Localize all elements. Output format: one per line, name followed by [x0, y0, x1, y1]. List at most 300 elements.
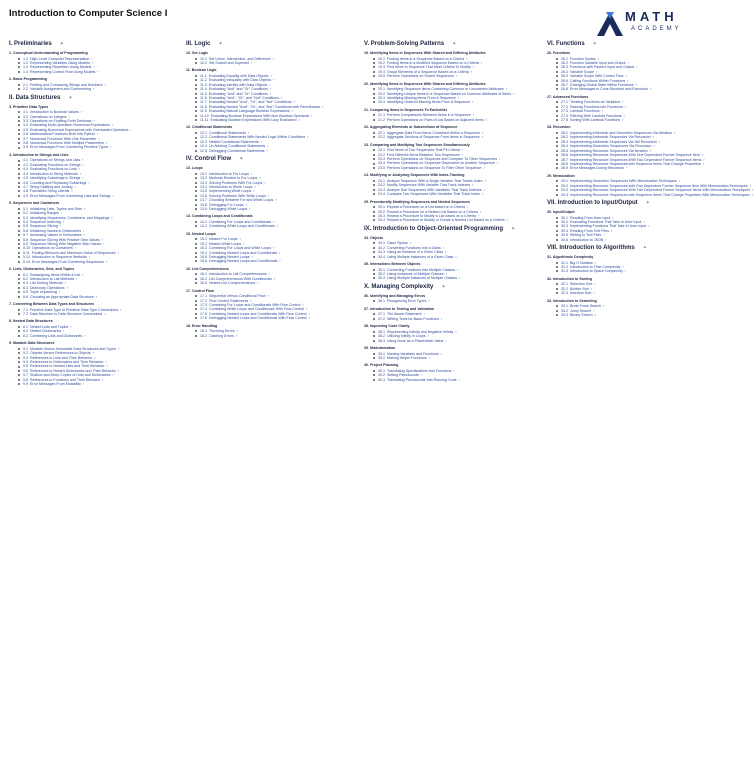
chevron-right-icon: › [105, 259, 108, 264]
lesson-link[interactable] [373, 100, 540, 104]
bullet-icon [373, 219, 375, 221]
chevron-right-icon: › [68, 114, 70, 119]
lesson-title: Perform Comparisons Between Items in a Sequence [387, 113, 471, 118]
chevron-right-icon: › [594, 313, 596, 317]
bullet-icon [373, 357, 375, 359]
chevron-right-icon: › [298, 118, 300, 123]
bullet-icon [18, 142, 20, 144]
bullet-icon [556, 145, 558, 147]
chevron-right-icon: › [264, 180, 266, 185]
unit-title: 16. List Comprehensions [186, 266, 229, 271]
chevron-right-icon: › [260, 139, 262, 144]
chevron-right-icon: › [635, 83, 637, 88]
lesson-number: 19.3 [378, 65, 385, 70]
chevron-right-icon: › [593, 308, 595, 313]
bullet-icon [373, 374, 375, 376]
lesson-title: High-Level Computer Representation [30, 56, 90, 61]
lesson-number: 5.12 [23, 255, 30, 260]
lesson-title: Finding Items in a Modified Sequence Based on a Criteria [387, 61, 479, 65]
bullet-icon [195, 62, 197, 64]
lesson-number: 26.8 [561, 87, 568, 92]
bullet-icon [18, 190, 20, 192]
bullet-icon [373, 370, 375, 372]
lesson-title: Analyze Sequence With a Single Variable That Tracks Index [387, 178, 483, 183]
sparkle-icon: ✦ [592, 41, 597, 47]
lesson-title: Identifying Ordered Missing Items From A Sequence [387, 100, 471, 105]
lesson-number: 13.6 [200, 193, 207, 198]
lesson-number: 29.4 [561, 192, 568, 197]
chevron-right-icon: › [622, 264, 624, 269]
unit [186, 289, 362, 321]
chevron-right-icon: › [83, 233, 85, 238]
lesson-number: 30.4 [561, 228, 568, 233]
chevron-right-icon: › [596, 69, 598, 74]
unit-title: 2. Basic Programming [9, 77, 47, 82]
lesson-number: 33.2 [561, 308, 568, 313]
chevron-right-icon: › [499, 157, 501, 162]
bullet-icon [18, 138, 20, 140]
lesson-title: Debugging For Loops [209, 202, 244, 207]
bullet-icon [18, 225, 20, 227]
chevron-right-icon: › [268, 272, 270, 277]
lesson-title: Sequence Slicing [30, 224, 58, 229]
chevron-right-icon: › [702, 161, 705, 166]
lesson-link[interactable] [18, 87, 185, 91]
unit-title: 39. Modularization [364, 345, 396, 350]
chevron-right-icon: › [658, 139, 661, 144]
lesson-number: 17.2 [200, 298, 207, 303]
chevron-right-icon: › [279, 250, 281, 255]
lesson-number: 1.3 [23, 65, 28, 70]
lesson-number: 22.2 [378, 135, 385, 140]
bullet-icon [18, 352, 20, 354]
chevron-right-icon: › [455, 74, 458, 79]
part-heading [547, 41, 717, 47]
lesson-link[interactable] [373, 299, 540, 303]
lesson-title: Implementing Geometric Sequences With Memoization Techniques [570, 179, 677, 184]
lesson-link[interactable] [373, 255, 540, 259]
bullet-icon [18, 370, 20, 372]
bullet-icon [556, 230, 558, 232]
bullet-icon [373, 101, 375, 103]
chevron-right-icon: › [112, 193, 114, 198]
bullet-icon [373, 75, 375, 77]
unit-title: 29. Memoization [547, 173, 575, 178]
unit-title: 18. Error Handling [186, 323, 218, 328]
lesson-link[interactable] [556, 166, 717, 170]
chevron-right-icon: › [506, 218, 508, 223]
lesson-number: 4.1 [23, 158, 28, 163]
bullet-icon [373, 119, 375, 121]
lesson-link[interactable] [556, 87, 717, 91]
unit [364, 363, 540, 382]
lesson-title: Un-Nesting Conditional Statements [209, 144, 266, 149]
lesson-link[interactable] [195, 207, 362, 211]
page-title: Introduction to Computer Science I [9, 8, 168, 19]
lesson-number: 24.1 [378, 178, 385, 183]
lesson-title: Error Messages From Combining Primitive Types [30, 145, 109, 150]
unit-title: 14. Combining Loops and Conditionals [186, 214, 253, 219]
unit-title: 38. Improving Code Clarity [364, 324, 410, 329]
lesson-number: 8.3 [23, 333, 28, 338]
lesson-title: Implementing Recursive Sequences with Sequence Items That Change Properties [570, 161, 701, 166]
unit-title: 13. Loops [186, 166, 203, 171]
lesson-link[interactable] [195, 259, 362, 263]
unit-title: 19. Identifying Items in Sequences With Shared and Differing Attributes [364, 51, 486, 55]
chevron-right-icon: › [622, 118, 624, 123]
unit [364, 173, 540, 196]
lesson-number: 3.1 [23, 110, 28, 115]
lesson-link[interactable] [373, 339, 540, 343]
bullet-icon [373, 340, 375, 342]
lesson-link[interactable] [195, 316, 362, 320]
lesson-number: 3.8 [23, 141, 28, 146]
unit [9, 105, 185, 150]
bullet-icon [373, 313, 375, 315]
chevron-right-icon: › [605, 237, 607, 242]
lesson-title: Repeat a Procedure to Modify or Create a Nested List Based on a Criteria [387, 218, 505, 223]
lesson-title: Evaluating Nested "And", "Or", and "Not" Conditions with Parentheses [208, 104, 321, 109]
chevron-right-icon: › [111, 215, 113, 220]
bullet-icon [373, 88, 375, 90]
lesson-number: 11.1 [200, 74, 207, 78]
lesson-title: Bubble Sort [570, 286, 589, 291]
chevron-right-icon: › [250, 171, 253, 176]
lesson-link[interactable] [18, 260, 185, 264]
bullet-icon [18, 71, 20, 73]
lesson-title: Sorting With Lambda Functions [570, 118, 621, 123]
unit [186, 232, 362, 264]
logo-word-academy: ACADEMY [631, 26, 682, 32]
chevron-right-icon: › [82, 158, 84, 163]
lesson-link[interactable] [18, 382, 185, 386]
bullet-icon [18, 256, 20, 258]
lesson-number: 32.2 [561, 286, 568, 291]
bullet-icon [195, 182, 197, 184]
bullet-icon [18, 239, 20, 241]
lesson-number: 6.4 [23, 285, 28, 290]
unit-title: 33. Introduction to Searching [547, 298, 597, 303]
lesson-number: 28.7 [561, 157, 568, 162]
lesson-link[interactable] [18, 145, 185, 149]
unit-title: 27. Advanced Functions [547, 94, 589, 99]
lesson-number: 23.4 [378, 161, 385, 166]
lesson-link[interactable] [18, 70, 185, 74]
chevron-right-icon: › [459, 276, 461, 281]
lesson-title: Using Instances of Multiple Classes [387, 271, 444, 276]
bullet-icon [18, 164, 20, 166]
chevron-right-icon: › [91, 61, 94, 65]
lesson-number: 25.4 [378, 218, 385, 223]
lesson-title: Identifying Sequences, Containers, and Mappings [30, 215, 110, 220]
lesson-link[interactable] [195, 118, 362, 122]
lesson-number: 40.1 [378, 368, 385, 373]
chevron-right-icon: › [650, 87, 652, 92]
lesson-title: Perform Operations on Sorted Sequences [387, 74, 454, 79]
lesson-title: Nested Conditional Statements [209, 139, 259, 144]
lesson-title: Implementing Recursive Sequences with One Dependent Former Sequence Item With Memoization Techniques [570, 183, 748, 188]
lesson-link[interactable] [195, 61, 362, 65]
bullet-icon [18, 217, 20, 219]
lesson-title: Implementing Geometric Sequences Via Recursion [570, 144, 652, 149]
bullet-icon [373, 66, 375, 68]
lesson-title: Sequence Slicing With Positive Step Values [30, 237, 100, 242]
lesson-number: 17.5 [200, 311, 207, 316]
lesson-title: Mathematical Functions Built Into Python [30, 132, 96, 137]
lesson-title: Choosing an Appropriate Data Structure [30, 294, 94, 299]
lesson-number: 13.1 [200, 171, 207, 176]
lesson-title: Introduction to Time Complexity [570, 264, 621, 269]
unit-title: 32. Introduction to Sorting [547, 276, 592, 281]
unit [547, 255, 717, 274]
lesson-number: 17.4 [200, 307, 207, 312]
unit-title: 20. Identifying Items in Sequences With Shared and Differing Attributes [364, 81, 486, 86]
sparkle-icon: ✦ [59, 41, 64, 47]
chevron-right-icon: › [483, 165, 485, 170]
chevron-right-icon: › [243, 241, 245, 246]
column-4 [547, 38, 753, 320]
chevron-right-icon: › [95, 294, 97, 299]
bullet-icon [195, 208, 197, 210]
lesson-number: 25.1 [378, 205, 385, 210]
unit-title: 34. Objects [364, 235, 384, 240]
bullet-icon [18, 173, 20, 175]
chevron-right-icon: › [635, 65, 637, 70]
lesson-link[interactable] [373, 317, 540, 321]
lesson-title: Converting Functions into a Class [387, 245, 441, 250]
chevron-right-icon: › [421, 373, 423, 378]
bullet-icon [556, 270, 558, 272]
lesson-title: Perform Operations on Pairs of List Based on Adjacent Items [387, 117, 484, 122]
lesson-number: 36.1 [378, 299, 385, 304]
lesson-number: 5.11 [23, 250, 30, 255]
lesson-title: Throwing Errors [209, 329, 235, 334]
lesson-number: 26.4 [561, 69, 568, 74]
lesson-number: 17.1 [200, 294, 207, 299]
lesson-number: 5.1 [23, 206, 28, 211]
bullet-icon [18, 379, 20, 381]
bullet-icon [556, 159, 558, 161]
bullet-icon [373, 277, 375, 279]
chevron-right-icon: › [94, 355, 96, 360]
lesson-number: 32.3 [561, 291, 568, 296]
chevron-right-icon: › [112, 123, 114, 128]
chevron-right-icon: › [594, 282, 596, 287]
lesson-link[interactable] [195, 334, 362, 338]
chevron-right-icon: › [472, 113, 474, 118]
lesson-link[interactable] [556, 238, 717, 242]
chevron-right-icon: › [601, 109, 603, 114]
lesson-number: 28.5 [561, 148, 568, 153]
lesson-link[interactable] [556, 313, 717, 317]
lesson-title: Repeat a Procedure on a List based on a Criteria [387, 205, 466, 210]
lesson-title: Writing Tests for Basic Functions [387, 316, 439, 321]
part-heading [9, 41, 185, 47]
lesson-number: 22.1 [378, 130, 385, 135]
bullet-icon [195, 190, 197, 192]
lesson-number: 15.2 [200, 241, 207, 246]
lesson-link[interactable] [373, 276, 540, 280]
chevron-right-icon: › [597, 56, 599, 61]
lesson-link[interactable] [195, 224, 362, 228]
lesson-title: Find Items of Two Sequences That Fit Criteria [387, 148, 460, 153]
lesson-link[interactable] [556, 118, 717, 122]
lesson-title: Evaluating Boolean Expressions With Lazy Evaluation [210, 118, 297, 123]
bullet-icon [18, 120, 20, 122]
lesson-title: Identifying Missing Items From A Sequence [387, 96, 456, 101]
lesson-link[interactable] [18, 312, 185, 316]
lesson-number: 11.6 [200, 96, 207, 101]
lesson-title: Evaluating Identity with Data Objects [208, 82, 268, 87]
lesson-number: 11.9 [200, 109, 207, 114]
lesson-number: 24.4 [378, 192, 385, 197]
chevron-right-icon: › [82, 272, 84, 277]
unit-title: 5. Sequences and Containers [9, 201, 60, 206]
unit-title: 22. Aggregating Elements or Subsections of Sequence [364, 125, 458, 130]
chevron-right-icon: › [250, 61, 253, 65]
lesson-number: 31.3 [561, 269, 568, 274]
lesson-link[interactable] [373, 166, 540, 170]
unit [547, 210, 717, 242]
lesson-title: Primitive Data Type to Primitive Data Type Conversions [30, 307, 119, 312]
lesson-number: 5.9 [23, 241, 28, 246]
chevron-right-icon: › [84, 333, 86, 338]
lesson-title: Printing and Comparing Strings and Numbers [30, 82, 103, 87]
lesson-title: Introduction to Sequence Methods [32, 255, 87, 260]
lesson-number: 23.2 [378, 152, 385, 157]
chevron-right-icon: › [104, 312, 106, 317]
lesson-number: 26.7 [561, 83, 568, 88]
chevron-right-icon: › [130, 127, 132, 132]
bullet-icon [373, 180, 375, 182]
chevron-right-icon: › [461, 148, 464, 153]
chevron-right-icon: › [88, 180, 90, 185]
lesson-number: 5.4 [23, 219, 28, 224]
lesson-link[interactable] [195, 149, 362, 153]
lesson-number: 26.5 [561, 74, 568, 79]
bullet-icon [18, 296, 20, 298]
chevron-right-icon: › [455, 254, 457, 259]
part-title: IX. Introduction to Object-Oriented Programming [364, 225, 504, 232]
lesson-link[interactable] [18, 295, 185, 299]
bullet-icon [195, 93, 197, 95]
lesson-title: Nested Dictionaries [30, 329, 62, 334]
lesson-link[interactable] [373, 378, 540, 382]
lesson-title: Finding Items in a Sequence Based on a Criteria [387, 56, 465, 61]
bullet-icon [195, 225, 197, 227]
lesson-title: Variable Scope [570, 69, 595, 74]
bullet-icon [18, 208, 20, 210]
chevron-right-icon: › [472, 183, 474, 188]
lesson-link[interactable] [373, 356, 540, 360]
lesson-link[interactable] [373, 218, 540, 222]
lesson-link[interactable] [373, 192, 540, 196]
bullet-icon [18, 383, 20, 385]
bullet-icon [556, 101, 558, 103]
unit [364, 108, 540, 122]
lesson-link[interactable] [18, 334, 185, 338]
chevron-right-icon: › [458, 377, 460, 382]
lesson-title: Filtering With Lambda Functions [570, 113, 622, 118]
chevron-right-icon: › [97, 69, 99, 74]
lesson-title: Implementing Functions That Take in User Input [570, 224, 647, 229]
lesson-number: 28.3 [561, 139, 568, 144]
lesson-link[interactable] [556, 291, 717, 295]
chevron-right-icon: › [74, 184, 76, 189]
bullet-icon [18, 147, 20, 149]
chevron-right-icon: › [235, 333, 238, 338]
bullet-icon [373, 149, 375, 151]
chevron-right-icon: › [293, 100, 295, 105]
chevron-right-icon: › [64, 281, 66, 286]
lesson-title: Using Multiple Instances of Multiple Classes [387, 276, 458, 281]
bullet-icon [195, 195, 197, 197]
lesson-link[interactable] [18, 194, 185, 198]
column-2 [186, 38, 362, 341]
lesson-title: Identifying Sequence Items Containing Common or Uncommon Attributes [387, 87, 504, 92]
lesson-title: Combining For Loops and Conditionals With Flow Control [209, 303, 301, 307]
lesson-number: 15.5 [200, 254, 207, 259]
lesson-number: 40.2 [378, 373, 385, 378]
chevron-right-icon: › [245, 202, 247, 207]
unit [364, 294, 540, 304]
chevron-right-icon: › [624, 104, 626, 109]
unit [186, 125, 362, 153]
chevron-right-icon: › [291, 109, 294, 114]
lesson-number: 20.3 [378, 96, 385, 101]
lesson-number: 15.4 [200, 250, 207, 255]
lesson-title: Variable Assignment and Commenting [30, 87, 91, 92]
lesson-number: 5.10 [23, 246, 30, 251]
chevron-right-icon: › [83, 228, 85, 233]
chevron-right-icon: › [485, 117, 488, 122]
lesson-number: 40.3 [378, 377, 385, 382]
bullet-icon [18, 168, 20, 170]
bullet-icon [556, 189, 558, 191]
chevron-right-icon: › [66, 285, 68, 290]
lesson-link[interactable] [195, 281, 362, 285]
lesson-title: Flow Control Statements [209, 298, 249, 303]
lesson-title: Repeat a Procedure on a Nested List Based on a Criteria [387, 209, 478, 214]
lesson-title: Binary Search [570, 313, 593, 317]
lesson-title: Perform Operations on Sequence Dependent on Another Sequence [387, 161, 495, 166]
unit [186, 324, 362, 338]
chevron-right-icon: › [104, 82, 106, 87]
lesson-number: 23.3 [378, 157, 385, 162]
chevron-right-icon: › [267, 294, 269, 299]
lesson-link[interactable] [556, 269, 717, 273]
chevron-right-icon: › [80, 110, 82, 115]
lesson-title: Functions with Packed Input and Output [570, 65, 634, 70]
lesson-title: Function Syntax [570, 56, 596, 61]
bullet-icon [556, 239, 558, 241]
bullet-icon [556, 62, 558, 64]
chevron-right-icon: › [91, 56, 93, 61]
lesson-link[interactable] [373, 135, 540, 139]
chevron-right-icon: › [76, 277, 78, 281]
lesson-number: 27.3 [561, 109, 568, 114]
part-heading [186, 41, 362, 47]
lesson-number: 31.2 [561, 264, 568, 269]
lesson-title: Brute Force Search [570, 304, 602, 309]
lesson-link[interactable] [373, 74, 540, 78]
lesson-number: 13.9 [200, 206, 207, 211]
lesson-link[interactable] [556, 192, 753, 197]
lesson-link[interactable] [373, 118, 540, 122]
bullet-icon [556, 305, 558, 307]
lesson-number: 30.1 [561, 215, 568, 220]
lesson-title: Error Messages From Mutability [30, 382, 81, 387]
